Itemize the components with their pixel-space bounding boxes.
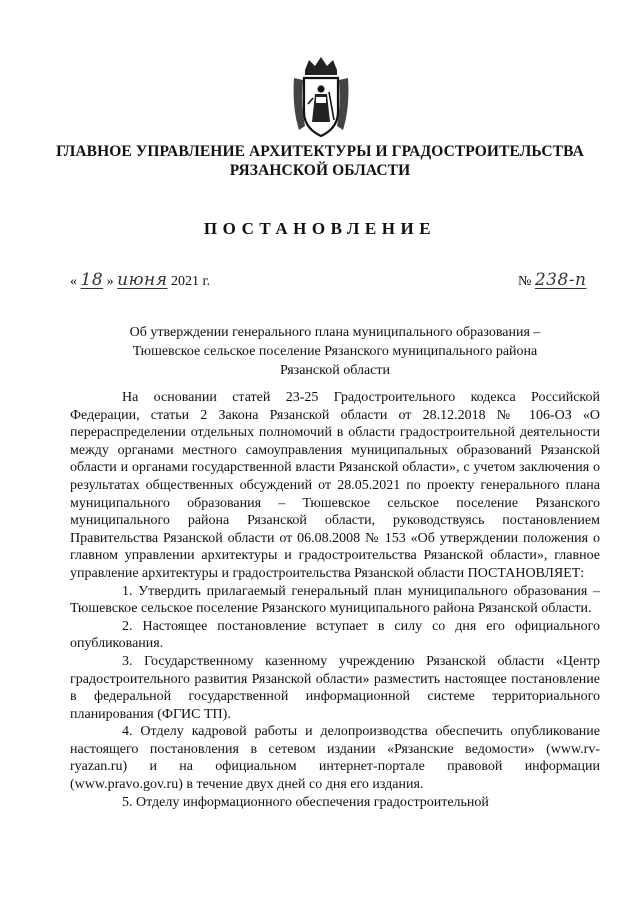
date-open-quote: « xyxy=(70,274,77,289)
org-name-line2: РЯЗАНСКОЙ ОБЛАСТИ xyxy=(229,162,411,179)
body-paragraph-5: 5. Отделу информационного обеспечения градостроительной xyxy=(122,794,489,810)
body-paragraph-4: 4. Отделу кадровой работы и делопроизводства обеспечить опубликование настоящего постановления в сетевом издании «Рязанские ведомости» (www.rv-ryazan.ru) и на официальном интернет-портале правовой информации (www.pravo.gov.ru) в течение двух дней со дня его издания. xyxy=(70,724,600,793)
document-subject xyxy=(70,323,600,380)
ryazan-coat-of-arms-icon xyxy=(291,56,351,140)
body-paragraph-2: 2. Настоящее постановление вступает в силу со дня его официального опубликования. xyxy=(70,618,600,652)
date-close-quote: » xyxy=(106,274,114,289)
body-paragraph-1: 1. Утвердить прилагаемый генеральный план муниципального образования – Тюшевское сельское поселение Рязанского муниципального района Рязанской области. xyxy=(70,583,600,617)
document-number xyxy=(518,270,587,290)
organization-header xyxy=(0,142,640,180)
subject-line2: Тюшевское сельское поселение Рязанского муниципального района xyxy=(132,344,538,359)
subject-line1: Об утверждении генерального плана муниципального образования – xyxy=(129,325,541,340)
document-type-title: ПОСТАНОВЛЕНИЕ xyxy=(203,219,437,238)
body-paragraph-preamble: На основании статей 23-25 Градостроительного кодекса Российской Федерации, статьи 2 Закона Рязанской области от 28.12.2018 № 106-ОЗ «О перераспределении отдельных полномочий в области градостроительной деятельности между органами местного самоуправления муниципальных образований Рязанской области и органами государственной власти Рязанской области», с учетом заключения о результатах общественных обсуждений от 28.05.2021 по проекту генерального плана муниципального образования – Тюшевское сельское поселение Рязанского муниципального района Рязанской области, руководствуясь постановлением Правительства Рязанской области от 06.08.2008 № 153 «Об утверждении положения о главном управлении архитектуры и градостроительства Рязанской области», главное управление архитектуры и градостроительства Рязанской области ПОСТАНОВЛЯЕТ: xyxy=(70,390,600,581)
number-sign: № xyxy=(518,274,532,289)
date-day-handwritten: 18 xyxy=(80,270,104,290)
org-name-line1: ГЛАВНОЕ УПРАВЛЕНИЕ АРХИТЕКТУРЫ И ГРАДОСТРОИТЕЛЬСТВА xyxy=(56,143,584,160)
subject-line3: Рязанской области xyxy=(279,363,391,378)
document-body xyxy=(70,389,600,811)
body-paragraph-3: 3. Государственному казенному учреждению Рязанской области «Центр градостроительного развития Рязанской области» разместить настоящее постановление в федеральной государственной информационной системе территориального планирования (ФГИС ТП). xyxy=(70,653,600,722)
date-month-handwritten: июня xyxy=(117,270,168,290)
date-year: 2021 г. xyxy=(171,274,211,289)
document-date xyxy=(70,270,210,290)
number-value-handwritten: 238-п xyxy=(534,270,587,290)
